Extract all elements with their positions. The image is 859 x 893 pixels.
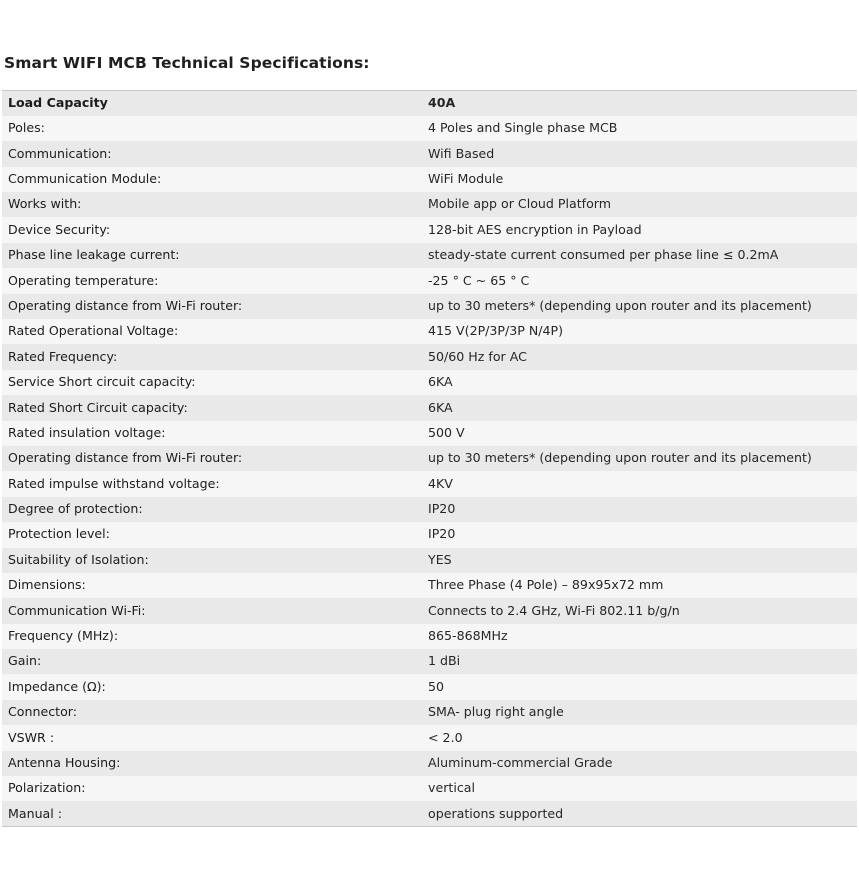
table-row <box>2 192 857 217</box>
spec-value: Aluminum-commercial Grade <box>422 751 857 776</box>
spec-label: Impedance (Ω): <box>2 674 422 699</box>
spec-value: Connects to 2.4 GHz, Wi-Fi 802.11 b/g/n <box>422 598 857 623</box>
spec-label: Gain: <box>2 649 422 674</box>
spec-value: 128-bit AES encryption in Payload <box>422 217 857 242</box>
spec-label: Rated Operational Voltage: <box>2 319 422 344</box>
spec-value: 500 V <box>422 421 857 446</box>
table-row <box>2 497 857 522</box>
spec-label: Operating temperature: <box>2 268 422 293</box>
table-row <box>2 548 857 573</box>
spec-label: Rated impulse withstand voltage: <box>2 471 422 496</box>
table-row <box>2 674 857 699</box>
table-row <box>2 91 857 116</box>
table-row <box>2 141 857 166</box>
spec-label: Device Security: <box>2 217 422 242</box>
spec-label: Rated insulation voltage: <box>2 421 422 446</box>
spec-label: Communication: <box>2 141 422 166</box>
spec-label: Antenna Housing: <box>2 751 422 776</box>
spec-value: Wifi Based <box>422 141 857 166</box>
spec-value: -25 ° C ~ 65 ° C <box>422 268 857 293</box>
table-row <box>2 370 857 395</box>
table-row <box>2 116 857 141</box>
spec-value: < 2.0 <box>422 725 857 750</box>
spec-label: VSWR : <box>2 725 422 750</box>
table-row <box>2 167 857 192</box>
spec-value: 50/60 Hz for AC <box>422 344 857 369</box>
table-row <box>2 725 857 750</box>
spec-value: IP20 <box>422 497 857 522</box>
spec-value: 6KA <box>422 395 857 420</box>
spec-label: Operating distance from Wi-Fi router: <box>2 294 422 319</box>
table-row <box>2 751 857 776</box>
table-row <box>2 395 857 420</box>
spec-label: Communication Module: <box>2 167 422 192</box>
table-row <box>2 319 857 344</box>
spec-label: Service Short circuit capacity: <box>2 370 422 395</box>
table-row <box>2 268 857 293</box>
table-row <box>2 446 857 471</box>
spec-value: 415 V(2P/3P/3P N/4P) <box>422 319 857 344</box>
spec-value: 4KV <box>422 471 857 496</box>
spec-label: Operating distance from Wi-Fi router: <box>2 446 422 471</box>
spec-value: IP20 <box>422 522 857 547</box>
spec-value: 4 Poles and Single phase MCB <box>422 116 857 141</box>
spec-value: 1 dBi <box>422 649 857 674</box>
table-row <box>2 776 857 801</box>
table-row <box>2 649 857 674</box>
spec-value: vertical <box>422 776 857 801</box>
spec-label: Rated Short Circuit capacity: <box>2 395 422 420</box>
spec-label: Dimensions: <box>2 573 422 598</box>
table-row <box>2 243 857 268</box>
table-row <box>2 573 857 598</box>
table-row <box>2 624 857 649</box>
spec-label: Frequency (MHz): <box>2 624 422 649</box>
spec-label: Communication Wi-Fi: <box>2 598 422 623</box>
spec-value: up to 30 meters* (depending upon router and its placement) <box>422 294 857 319</box>
spec-label: Protection level: <box>2 522 422 547</box>
table-row <box>2 294 857 319</box>
spec-value: SMA- plug right angle <box>422 700 857 725</box>
table-row <box>2 598 857 623</box>
spec-label: Connector: <box>2 700 422 725</box>
spec-label: Load Capacity <box>2 91 422 116</box>
spec-label: Manual : <box>2 801 422 826</box>
table-row <box>2 471 857 496</box>
spec-value: up to 30 meters* (depending upon router and its placement) <box>422 446 857 471</box>
spec-value: 40A <box>422 91 857 116</box>
spec-value: operations supported <box>422 801 857 826</box>
spec-label: Rated Frequency: <box>2 344 422 369</box>
table-row <box>2 217 857 242</box>
spec-label: Degree of protection: <box>2 497 422 522</box>
spec-label: Suitability of Isolation: <box>2 548 422 573</box>
table-row <box>2 421 857 446</box>
spec-value: 865-868MHz <box>422 624 857 649</box>
page-title: Smart WIFI MCB Technical Specifications: <box>4 54 370 72</box>
spec-label: Poles: <box>2 116 422 141</box>
spec-label: Phase line leakage current: <box>2 243 422 268</box>
specifications-table <box>2 90 857 827</box>
specifications-table-body <box>2 91 857 827</box>
spec-value: WiFi Module <box>422 167 857 192</box>
spec-value: YES <box>422 548 857 573</box>
table-row <box>2 344 857 369</box>
spec-value: 50 <box>422 674 857 699</box>
spec-label: Works with: <box>2 192 422 217</box>
table-row <box>2 700 857 725</box>
spec-value: Mobile app or Cloud Platform <box>422 192 857 217</box>
table-row <box>2 522 857 547</box>
spec-label: Polarization: <box>2 776 422 801</box>
spec-value: steady-state current consumed per phase line ≤ 0.2mA <box>422 243 857 268</box>
spec-value: Three Phase (4 Pole) – 89x95x72 mm <box>422 573 857 598</box>
spec-value: 6KA <box>422 370 857 395</box>
table-row <box>2 801 857 826</box>
